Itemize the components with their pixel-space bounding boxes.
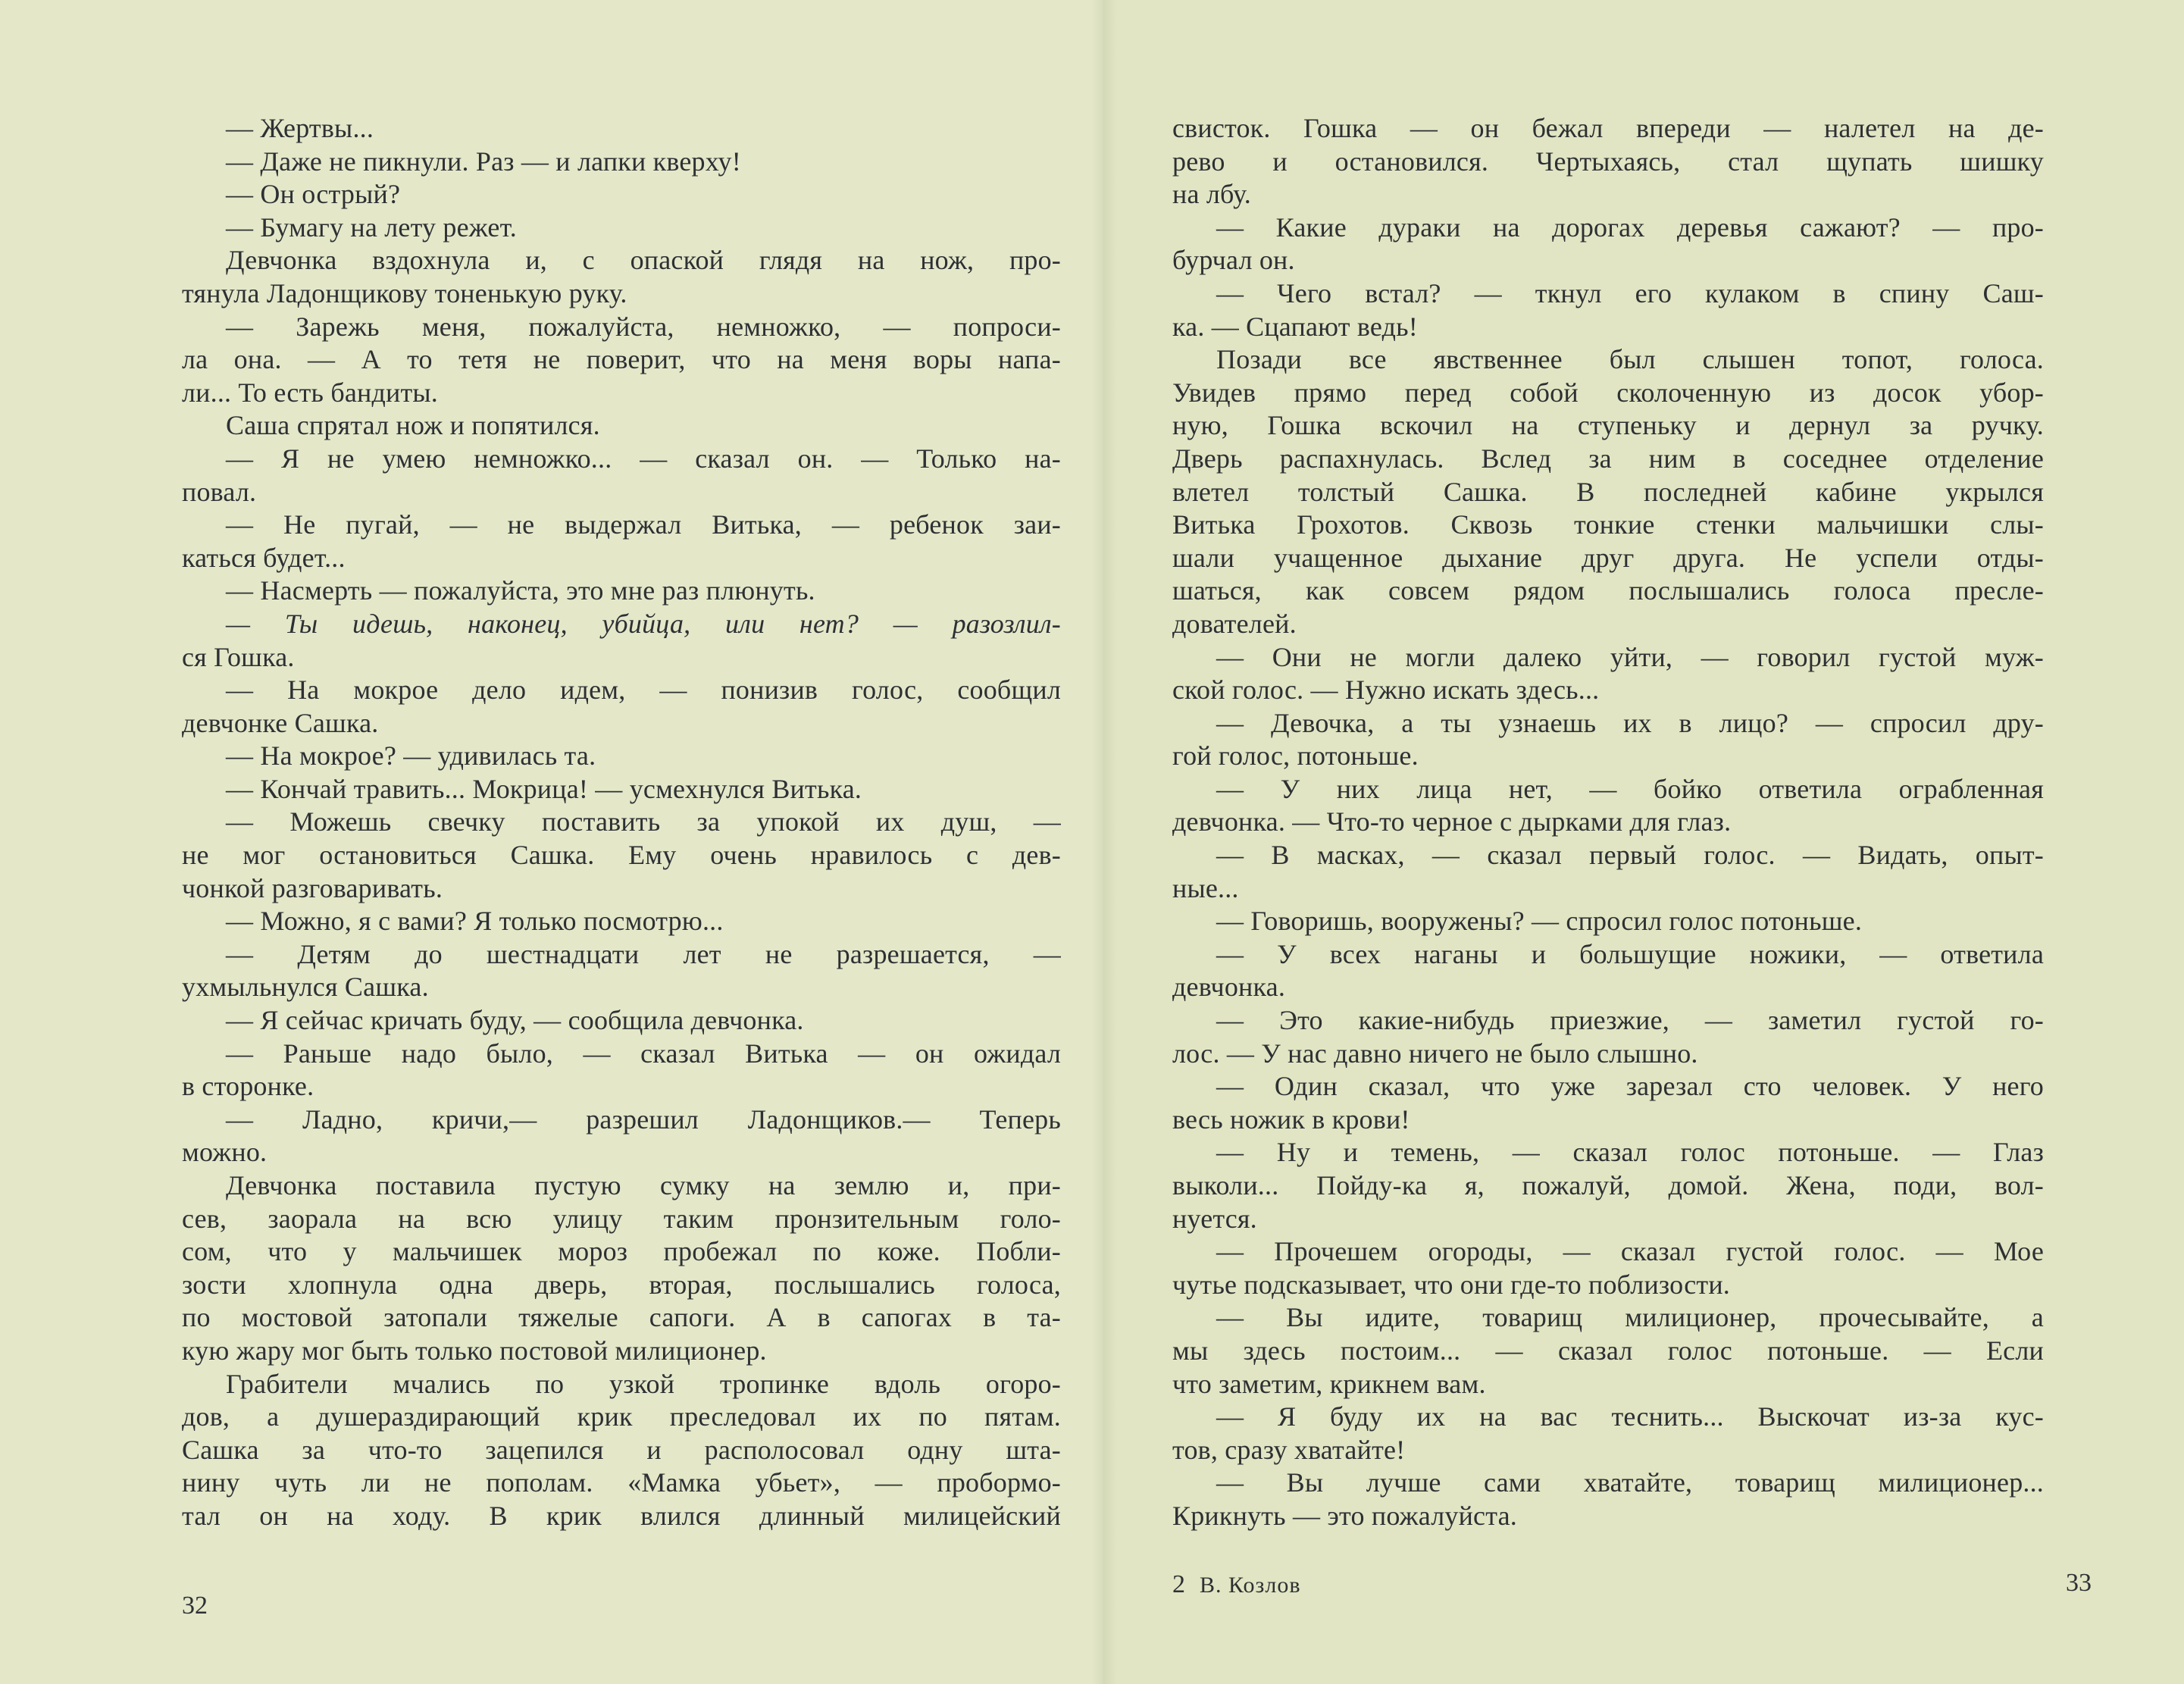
text-line: дов, а душераздирающий крик преследовал их по пятам. bbox=[182, 1401, 1061, 1432]
text-line: — Я не умею немножко... — сказал он. — Только на- bbox=[226, 443, 1061, 474]
text-line: гой голос, потоньше. bbox=[1172, 740, 1419, 772]
text-line: по мостовой затопали тяжелые сапоги. А в сапогах в та- bbox=[182, 1302, 1061, 1333]
text-line: мы здесь постоим... — сказал голос потоньше. — Если bbox=[1172, 1335, 2044, 1366]
text-line: ли... То есть бандиты. bbox=[182, 377, 438, 408]
text-line: весь ножик в крови! bbox=[1172, 1103, 1410, 1135]
text-line: — Ну и темень, — сказал голос потоньше. — Глаз bbox=[1216, 1137, 2044, 1168]
text-line: — Он острый? bbox=[226, 179, 401, 210]
signature-number: 2 bbox=[1172, 1570, 1186, 1598]
text-line: — Они не могли далеко уйти, — говорил густой муж- bbox=[1216, 641, 2044, 672]
text-line: — Раньше надо было, — сказал Витька — он ожидал bbox=[226, 1038, 1061, 1069]
text-line: Увидев прямо перед собой сколоченную из досок убор- bbox=[1172, 377, 2044, 408]
text-line: ской голос. — Нужно искать здесь... bbox=[1172, 675, 1600, 706]
text-line: Витька Грохотов. Сквозь тонкие стенки мальчишки слы- bbox=[1172, 509, 2044, 540]
text-line: повал. bbox=[182, 476, 257, 507]
text-line: на лбу. bbox=[1172, 179, 1251, 210]
text-line: — На мокрое? — удивилась та. bbox=[226, 740, 596, 772]
text-line: Саша спрятал нож и попятился. bbox=[226, 410, 600, 441]
text-line: влетел толстый Сашка. В последней кабине укрылся bbox=[1172, 476, 2044, 507]
text-line: — Ты идешь, наконец, убийца, или нет? — разозлил- bbox=[226, 608, 1061, 639]
text-line: Крикнуть — это пожалуйста. bbox=[1172, 1500, 1517, 1531]
text-line: — Какие дураки на дорогах деревья сажают? — про- bbox=[1216, 211, 2044, 243]
text-line: Сашка за что-то зацепился и располосовал одну шта- bbox=[182, 1434, 1061, 1465]
text-line: кую жару мог быть только постовой милиционер. bbox=[182, 1335, 767, 1366]
text-line: тов, сразу хватайте! bbox=[1172, 1434, 1406, 1465]
left-page-number: 32 bbox=[182, 1592, 208, 1620]
text-line: — У них лица нет, — бойко ответила ограбленная bbox=[1216, 773, 2044, 804]
text-line: шаться, как совсем рядом послышались голоса пресле- bbox=[1172, 575, 2044, 606]
text-line: — Я буду их на вас теснить... Выскочат из-за кус- bbox=[1216, 1401, 2044, 1432]
text-line: — Прочешем огороды, — сказал густой голос. — Мое bbox=[1216, 1236, 2044, 1267]
text-line: ухмыльнулся Сашка. bbox=[182, 972, 429, 1003]
text-line: девчонка. — Что-то черное с дырками для глаз. bbox=[1172, 806, 1732, 837]
text-line: — Бумагу на лету режет. bbox=[226, 211, 518, 243]
text-line: — Не пугай, — не выдержал Витька, — ребенок заи- bbox=[226, 509, 1061, 540]
text-line: чутье подсказывает, что они где-то поблизости. bbox=[1172, 1269, 1731, 1300]
signature-author: В. Козлов bbox=[1200, 1573, 1301, 1598]
text-line: шали учащенное дыхание друг друга. Не успели отды- bbox=[1172, 542, 2044, 573]
text-line: в сторонке. bbox=[182, 1071, 314, 1102]
text-line: сом, что у мальчишек мороз пробежал по коже. Побли- bbox=[182, 1236, 1061, 1267]
text-line: ные... bbox=[1172, 872, 1239, 903]
text-line: девчонке Сашка. bbox=[182, 707, 379, 738]
text-line: — Зарежь меня, пожалуйста, немножко, — попроси- bbox=[226, 311, 1061, 342]
text-line: Грабители мчались по узкой тропинке вдоль огоро- bbox=[226, 1368, 1061, 1399]
text-line: Позади все явственнее был слышен топот, голоса. bbox=[1216, 344, 2044, 375]
text-line: девчонка. bbox=[1172, 972, 1286, 1003]
text-line: дователей. bbox=[1172, 608, 1297, 639]
text-line: нину чуть ли не пополам. «Мамка убьет», — пробормо- bbox=[182, 1467, 1061, 1498]
right-page bbox=[1103, 0, 2184, 1684]
text-line: — Жертвы... bbox=[226, 113, 374, 143]
text-line: — На мокрое дело идем, — понизив голос, сообщил bbox=[226, 675, 1061, 706]
text-line: — Насмерть — пожалуйста, это мне раз плюнуть. bbox=[226, 575, 815, 606]
text-line: — В масках, — сказал первый голос. — Видать, опыт- bbox=[1216, 840, 2044, 871]
text-line: — Я сейчас кричать буду, — сообщила девчонка. bbox=[226, 1005, 804, 1036]
text-line: что заметим, крикнем вам. bbox=[1172, 1368, 1486, 1399]
text-line: можно. bbox=[182, 1137, 268, 1168]
text-line: ла она. — А то тетя не поверит, что на меня воры напа- bbox=[182, 344, 1061, 375]
text-line: свисток. Гошка — он бежал впереди — налетел на де- bbox=[1172, 113, 2044, 143]
text-line: — Кончай травить... Мокрица! — усмехнулся Витька. bbox=[226, 773, 862, 804]
text-line: чонкой разговаривать. bbox=[182, 872, 443, 903]
text-line: тал он на ходу. В крик влился длинный милицейский bbox=[182, 1500, 1061, 1531]
text-line: тянула Ладонщикову тоненькую руку. bbox=[182, 277, 627, 308]
text-line: — Можно, я с вами? Я только посмотрю... bbox=[226, 906, 724, 937]
text-line: — Вы лучше сами хватайте, товарищ милиционер... bbox=[1216, 1467, 2044, 1498]
text-line: — У всех наганы и большущие ножики, — ответила bbox=[1216, 938, 2044, 969]
text-line: сев, заорала на всю улицу таким пронзительным голо- bbox=[182, 1203, 1061, 1234]
right-page-text bbox=[1172, 112, 2044, 1533]
right-page-number: 33 bbox=[2066, 1569, 2092, 1597]
text-line: ка. — Сцапают ведь! bbox=[1172, 311, 1418, 342]
book-gutter bbox=[1091, 0, 1117, 1684]
text-line: Девчонка вздохнула и, с опаской глядя на нож, про- bbox=[226, 245, 1061, 276]
text-line: — Один сказал, что уже зарезал сто человек. У него bbox=[1216, 1071, 2044, 1102]
text-line: ную, Гошка вскочил на ступеньку и дернул за ручку. bbox=[1172, 410, 2044, 441]
left-page-text bbox=[182, 112, 1061, 1533]
text-line: зости хлопнула одна дверь, вторая, послышались голоса, bbox=[182, 1269, 1061, 1300]
text-line: — Даже не пикнули. Раз — и лапки кверху! bbox=[226, 146, 741, 177]
text-line: — Чего встал? — ткнул его кулаком в спину Саш- bbox=[1216, 277, 2044, 308]
text-line: каться будет... bbox=[182, 542, 346, 573]
text-line: — Можешь свечку поставить за упокой их душ, — bbox=[226, 806, 1061, 837]
text-line: ся Гошка. bbox=[182, 641, 295, 672]
text-line: Девчонка поставила пустую сумку на землю и, при- bbox=[226, 1170, 1061, 1200]
text-line: не мог остановиться Сашка. Ему очень нравилось с дев- bbox=[182, 840, 1061, 871]
text-line: — Ладно, кричи,— разрешил Ладонщиков.— Теперь bbox=[226, 1103, 1061, 1135]
text-line: лос. — У нас давно ничего не было слышно. bbox=[1172, 1038, 1698, 1069]
signature-mark bbox=[1172, 1570, 1301, 1599]
text-line: — Это какие-нибудь приезжие, — заметил густой го- bbox=[1216, 1005, 2044, 1036]
text-line: — Вы идите, товарищ милиционер, прочесывайте, а bbox=[1216, 1302, 2044, 1333]
text-line: Дверь распахнулась. Вслед за ним в соседнее отделение bbox=[1172, 443, 2044, 474]
text-line: — Девочка, а ты узнаешь их в лицо? — спросил дру- bbox=[1216, 707, 2044, 738]
text-line: нуется. bbox=[1172, 1203, 1257, 1234]
text-line: бурчал он. bbox=[1172, 245, 1295, 276]
text-line: выколи... Пойду-ка я, пожалуй, домой. Жена, поди, вол- bbox=[1172, 1170, 2044, 1200]
text-line: — Детям до шестнадцати лет не разрешается, — bbox=[226, 938, 1061, 969]
text-line: рево и остановился. Чертыхаясь, стал щупать шишку bbox=[1172, 146, 2044, 177]
text-line: — Говоришь, вооружены? — спросил голос потоньше. bbox=[1216, 906, 1863, 937]
